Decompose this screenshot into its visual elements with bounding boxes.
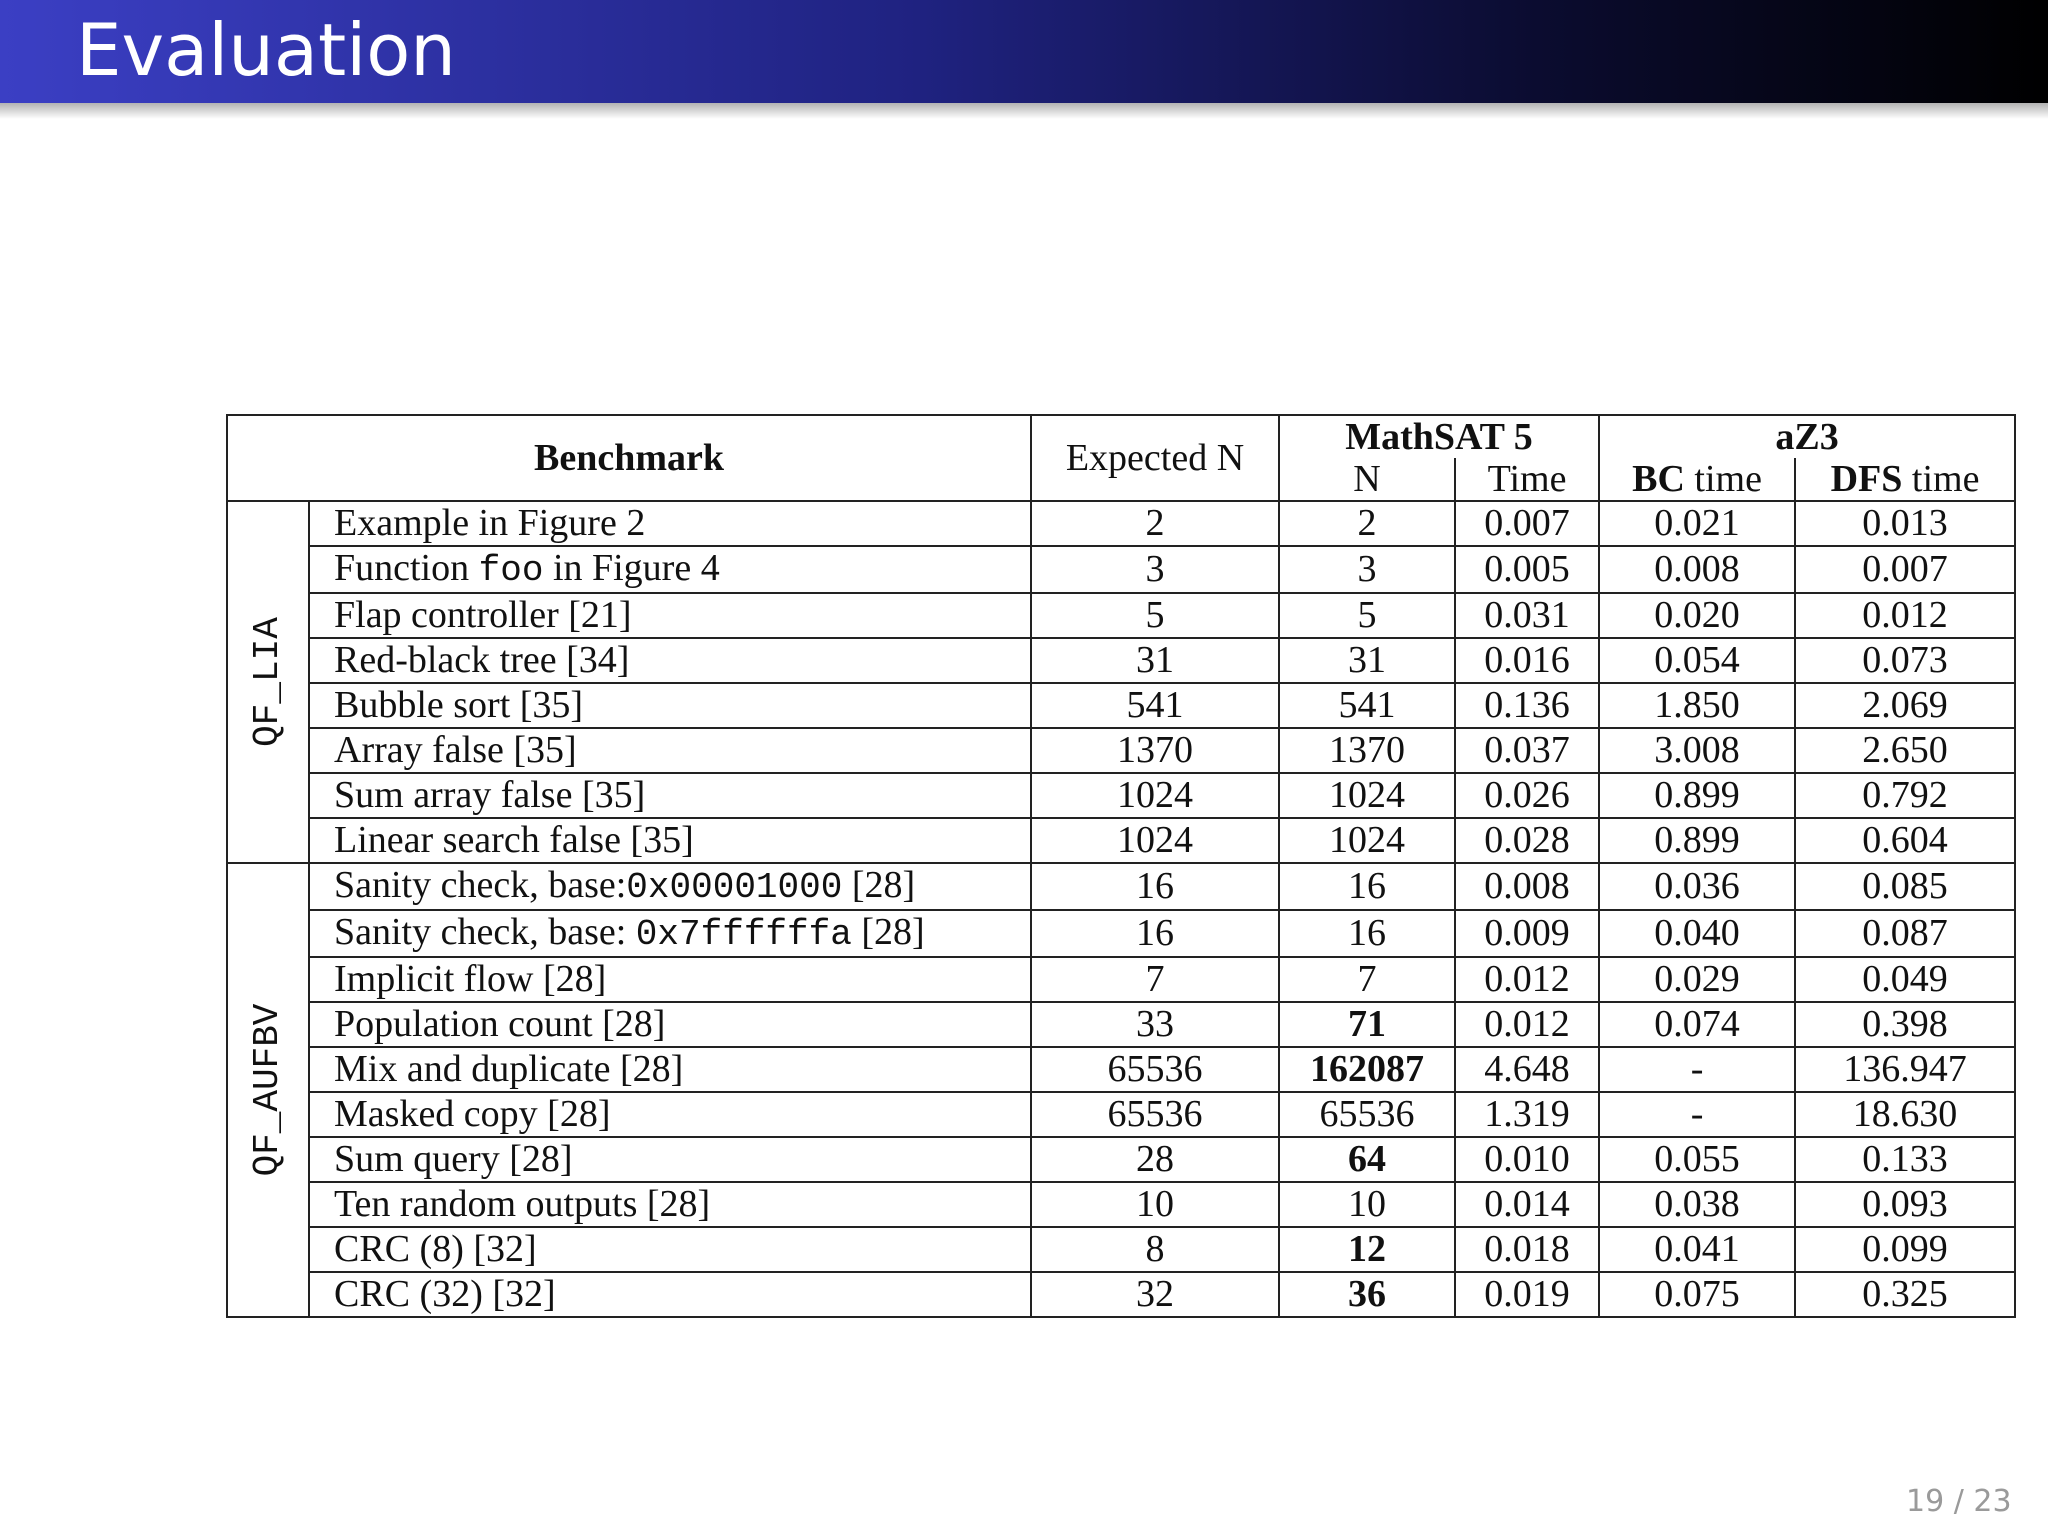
group-label: QF_AUFBV bbox=[247, 1003, 288, 1177]
benchmark-name: CRC (32) [32] bbox=[334, 1273, 556, 1315]
bc-time-cell: - bbox=[1599, 1047, 1795, 1092]
slide-header bbox=[0, 0, 2048, 103]
benchmark-name-cell bbox=[309, 1002, 1031, 1047]
n-cell: 1024 bbox=[1279, 773, 1455, 818]
dfs-time-cell: 18.630 bbox=[1795, 1092, 2015, 1137]
bc-time-cell: 0.038 bbox=[1599, 1182, 1795, 1227]
n-cell: 1024 bbox=[1279, 818, 1455, 863]
time-cell: 0.136 bbox=[1455, 683, 1599, 728]
time-cell: 0.016 bbox=[1455, 638, 1599, 683]
n-cell: 64 bbox=[1279, 1137, 1455, 1182]
table-row bbox=[227, 593, 2015, 638]
time-cell: 0.010 bbox=[1455, 1137, 1599, 1182]
benchmark-name-cell bbox=[309, 501, 1031, 546]
header-dfs-time bbox=[1795, 458, 2015, 501]
benchmark-name: Array false [35] bbox=[334, 729, 577, 771]
benchmark-name: CRC (8) [32] bbox=[334, 1228, 537, 1270]
benchmark-name: Sum query [28] bbox=[334, 1138, 573, 1180]
table-row bbox=[227, 1137, 2015, 1182]
bc-time-cell: 0.029 bbox=[1599, 957, 1795, 1002]
time-cell: 0.028 bbox=[1455, 818, 1599, 863]
expected-n-cell: 16 bbox=[1031, 863, 1279, 910]
dfs-time-cell: 0.085 bbox=[1795, 863, 2015, 910]
benchmark-table-body bbox=[227, 501, 2015, 1317]
benchmark-name-cell bbox=[309, 1092, 1031, 1137]
table-row bbox=[227, 1227, 2015, 1272]
expected-n-cell: 5 bbox=[1031, 593, 1279, 638]
benchmark-name-cell bbox=[309, 957, 1031, 1002]
n-cell: 71 bbox=[1279, 1002, 1455, 1047]
time-cell: 0.014 bbox=[1455, 1182, 1599, 1227]
header-bc-time bbox=[1599, 458, 1795, 501]
time-cell: 0.008 bbox=[1455, 863, 1599, 910]
benchmark-name-cell bbox=[309, 1182, 1031, 1227]
bc-time-cell: 0.020 bbox=[1599, 593, 1795, 638]
n-cell: 2 bbox=[1279, 501, 1455, 546]
bc-time-cell: 3.008 bbox=[1599, 728, 1795, 773]
benchmark-name-cell bbox=[309, 593, 1031, 638]
dfs-time-cell: 0.073 bbox=[1795, 638, 2015, 683]
time-cell: 0.037 bbox=[1455, 728, 1599, 773]
dfs-time-cell: 0.099 bbox=[1795, 1227, 2015, 1272]
dfs-time-cell: 2.069 bbox=[1795, 683, 2015, 728]
table-row bbox=[227, 546, 2015, 593]
dfs-time-cell: 0.049 bbox=[1795, 957, 2015, 1002]
benchmark-name-cell bbox=[309, 1137, 1031, 1182]
dfs-time-cell: 0.792 bbox=[1795, 773, 2015, 818]
table-row bbox=[227, 1092, 2015, 1137]
slide-title: Evaluation bbox=[76, 8, 456, 92]
n-cell: 1370 bbox=[1279, 728, 1455, 773]
expected-n-cell: 1024 bbox=[1031, 773, 1279, 818]
expected-n-cell: 8 bbox=[1031, 1227, 1279, 1272]
time-cell: 0.026 bbox=[1455, 773, 1599, 818]
group-cell bbox=[227, 863, 309, 1317]
benchmark-code: foo bbox=[478, 550, 544, 591]
expected-n-cell: 65536 bbox=[1031, 1047, 1279, 1092]
header-benchmark: Benchmark bbox=[227, 415, 1031, 501]
n-cell: 162087 bbox=[1279, 1047, 1455, 1092]
header-time: Time bbox=[1455, 458, 1599, 501]
n-cell: 7 bbox=[1279, 957, 1455, 1002]
time-cell: 0.009 bbox=[1455, 910, 1599, 957]
table-row bbox=[227, 863, 2015, 910]
time-cell: 0.019 bbox=[1455, 1272, 1599, 1317]
benchmark-name: Population count [28] bbox=[334, 1003, 666, 1045]
benchmark-name: Bubble sort [35] bbox=[334, 684, 584, 726]
bc-time-cell: 0.036 bbox=[1599, 863, 1795, 910]
benchmark-name: Example in Figure 2 bbox=[334, 502, 646, 544]
header-shadow bbox=[0, 103, 2048, 119]
benchmark-name-cell bbox=[309, 1047, 1031, 1092]
n-cell: 36 bbox=[1279, 1272, 1455, 1317]
time-cell: 0.012 bbox=[1455, 1002, 1599, 1047]
table-row bbox=[227, 910, 2015, 957]
n-cell: 12 bbox=[1279, 1227, 1455, 1272]
benchmark-name-cell bbox=[309, 638, 1031, 683]
benchmark-name-cell bbox=[309, 773, 1031, 818]
n-cell: 16 bbox=[1279, 910, 1455, 957]
bc-time-cell: 0.075 bbox=[1599, 1272, 1795, 1317]
benchmark-name-cell bbox=[309, 728, 1031, 773]
expected-n-cell: 28 bbox=[1031, 1137, 1279, 1182]
bc-time-cell: 1.850 bbox=[1599, 683, 1795, 728]
benchmark-name-cell bbox=[309, 1272, 1031, 1317]
benchmark-name-cell bbox=[309, 910, 1031, 957]
table-row bbox=[227, 728, 2015, 773]
time-cell: 0.012 bbox=[1455, 957, 1599, 1002]
benchmark-name-cell bbox=[309, 683, 1031, 728]
n-cell: 3 bbox=[1279, 546, 1455, 593]
dfs-time-cell: 0.398 bbox=[1795, 1002, 2015, 1047]
header-dfs-rest: time bbox=[1902, 458, 1980, 500]
benchmark-name-cell bbox=[309, 863, 1031, 910]
header-expected-n: Expected N bbox=[1031, 415, 1279, 501]
dfs-time-cell: 136.947 bbox=[1795, 1047, 2015, 1092]
time-cell: 0.007 bbox=[1455, 501, 1599, 546]
benchmark-name: Red-black tree [34] bbox=[334, 639, 630, 681]
expected-n-cell: 10 bbox=[1031, 1182, 1279, 1227]
table-row bbox=[227, 1182, 2015, 1227]
table-row bbox=[227, 773, 2015, 818]
bc-time-cell: 0.055 bbox=[1599, 1137, 1795, 1182]
bc-time-cell: 0.054 bbox=[1599, 638, 1795, 683]
table-row bbox=[227, 1047, 2015, 1092]
table-row bbox=[227, 957, 2015, 1002]
bc-time-cell: 0.008 bbox=[1599, 546, 1795, 593]
expected-n-cell: 32 bbox=[1031, 1272, 1279, 1317]
benchmark-name: Flap controller [21] bbox=[334, 594, 632, 636]
benchmark-name: Sanity check, base: bbox=[334, 911, 636, 953]
table-row bbox=[227, 818, 2015, 863]
benchmark-name-cell bbox=[309, 818, 1031, 863]
expected-n-cell: 541 bbox=[1031, 683, 1279, 728]
header-dfs-strong: DFS bbox=[1830, 458, 1903, 500]
benchmark-name: Sum array false [35] bbox=[334, 774, 646, 816]
benchmark-name-cell bbox=[309, 546, 1031, 593]
header-bc-strong: BC bbox=[1632, 458, 1685, 500]
benchmark-name: Sanity check, base: bbox=[334, 864, 627, 906]
dfs-time-cell: 0.087 bbox=[1795, 910, 2015, 957]
bc-time-cell: - bbox=[1599, 1092, 1795, 1137]
dfs-time-cell: 0.133 bbox=[1795, 1137, 2015, 1182]
table-row bbox=[227, 501, 2015, 546]
expected-n-cell: 3 bbox=[1031, 546, 1279, 593]
benchmark-name: Mix and duplicate [28] bbox=[334, 1048, 684, 1090]
benchmark-name: Masked copy [28] bbox=[334, 1093, 611, 1135]
expected-n-cell: 1370 bbox=[1031, 728, 1279, 773]
expected-n-cell: 16 bbox=[1031, 910, 1279, 957]
time-cell: 0.018 bbox=[1455, 1227, 1599, 1272]
time-cell: 1.319 bbox=[1455, 1092, 1599, 1137]
benchmark-code: 0x00001000 bbox=[626, 867, 843, 908]
benchmark-reference: [28] bbox=[851, 911, 925, 953]
bc-time-cell: 0.040 bbox=[1599, 910, 1795, 957]
table-row bbox=[227, 1272, 2015, 1317]
header-az3: aZ3 bbox=[1599, 415, 2015, 458]
benchmark-name: Ten random outputs [28] bbox=[334, 1183, 711, 1225]
benchmark-name: Implicit flow [28] bbox=[334, 958, 607, 1000]
group-label: QF_LIA bbox=[247, 617, 288, 747]
expected-n-cell: 65536 bbox=[1031, 1092, 1279, 1137]
dfs-time-cell: 0.013 bbox=[1795, 501, 2015, 546]
n-cell: 541 bbox=[1279, 683, 1455, 728]
dfs-time-cell: 0.604 bbox=[1795, 818, 2015, 863]
expected-n-cell: 1024 bbox=[1031, 818, 1279, 863]
benchmark-reference: [28] bbox=[842, 864, 916, 906]
table-row bbox=[227, 1002, 2015, 1047]
expected-n-cell: 31 bbox=[1031, 638, 1279, 683]
bc-time-cell: 0.074 bbox=[1599, 1002, 1795, 1047]
bc-time-cell: 0.041 bbox=[1599, 1227, 1795, 1272]
table-row bbox=[227, 638, 2015, 683]
dfs-time-cell: 0.093 bbox=[1795, 1182, 2015, 1227]
benchmark-table bbox=[226, 414, 2016, 1318]
n-cell: 5 bbox=[1279, 593, 1455, 638]
header-n: N bbox=[1279, 458, 1455, 501]
n-cell: 31 bbox=[1279, 638, 1455, 683]
n-cell: 16 bbox=[1279, 863, 1455, 910]
bc-time-cell: 0.021 bbox=[1599, 501, 1795, 546]
n-cell: 10 bbox=[1279, 1182, 1455, 1227]
time-cell: 0.031 bbox=[1455, 593, 1599, 638]
n-cell: 65536 bbox=[1279, 1092, 1455, 1137]
expected-n-cell: 2 bbox=[1031, 501, 1279, 546]
benchmark-code: 0x7ffffffa bbox=[635, 914, 852, 955]
dfs-time-cell: 2.650 bbox=[1795, 728, 2015, 773]
time-cell: 4.648 bbox=[1455, 1047, 1599, 1092]
header-bc-rest: time bbox=[1684, 458, 1762, 500]
benchmark-name: Linear search false [35] bbox=[334, 819, 694, 861]
dfs-time-cell: 0.007 bbox=[1795, 546, 2015, 593]
bc-time-cell: 0.899 bbox=[1599, 818, 1795, 863]
page-number: 19 / 23 bbox=[1906, 1484, 2012, 1519]
dfs-time-cell: 0.012 bbox=[1795, 593, 2015, 638]
header-mathsat: MathSAT 5 bbox=[1279, 415, 1599, 458]
benchmark-reference: in Figure 4 bbox=[543, 547, 720, 589]
time-cell: 0.005 bbox=[1455, 546, 1599, 593]
table-row bbox=[227, 683, 2015, 728]
expected-n-cell: 33 bbox=[1031, 1002, 1279, 1047]
bc-time-cell: 0.899 bbox=[1599, 773, 1795, 818]
benchmark-name: Function bbox=[334, 547, 479, 589]
benchmark-name-cell bbox=[309, 1227, 1031, 1272]
group-cell bbox=[227, 501, 309, 863]
expected-n-cell: 7 bbox=[1031, 957, 1279, 1002]
dfs-time-cell: 0.325 bbox=[1795, 1272, 2015, 1317]
